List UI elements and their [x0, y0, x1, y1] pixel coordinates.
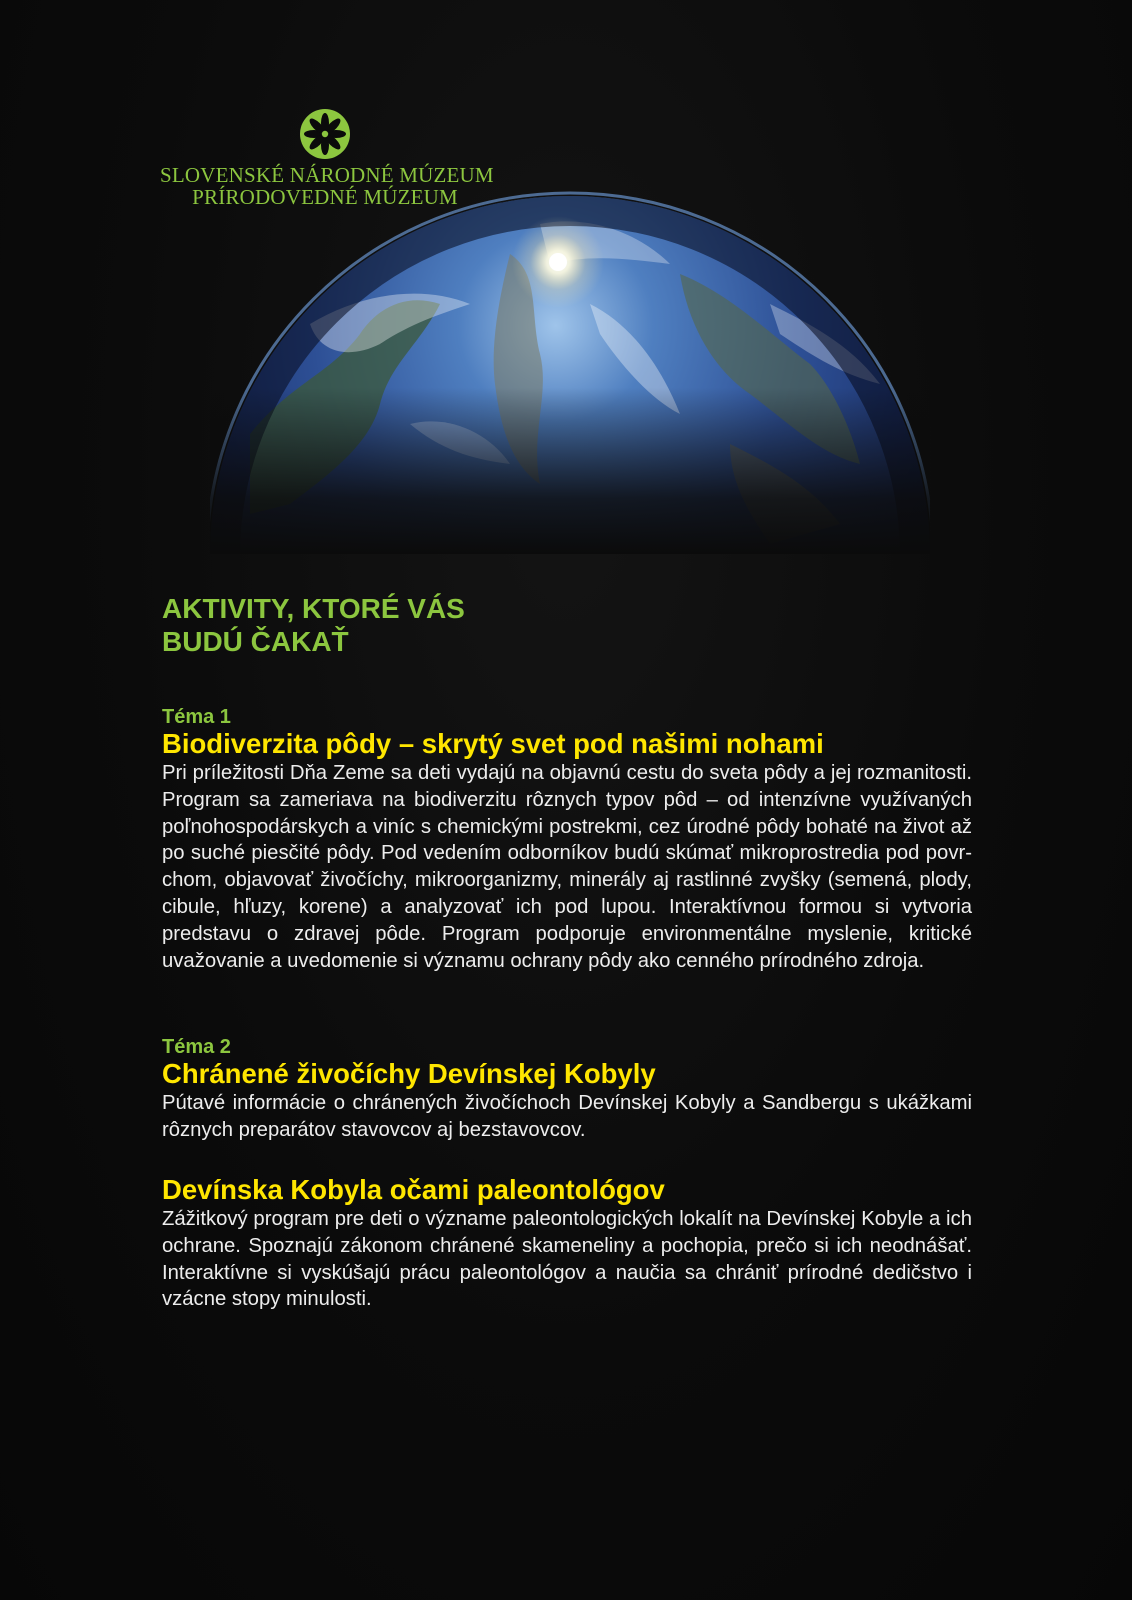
- museum-logo: [160, 108, 494, 209]
- topic-2-body: Pútavé informácie o chránených živočíchoch Devínskej Kobyly a Sandbergu s ukážkami rôznych preparátov stavovcov aj bezstavovcov.: [162, 1092, 972, 1142]
- topic-1-label: Téma 1: [162, 706, 231, 728]
- main-heading: AKTIVITY, KTORÉ VÁS BUDÚ ČAKAŤ: [162, 593, 465, 657]
- topic-2: [162, 1036, 972, 1144]
- logo-line-museum: SLOVENSKÉ NÁRODNÉ MÚZEUM: [160, 163, 494, 187]
- topic-2-title: Chránené živočíchy Devínskej Kobyly: [162, 1058, 656, 1090]
- topic-2b-title: Devínska Kobyla očami paleontológov: [162, 1173, 665, 1205]
- topic-2b: [162, 1174, 972, 1313]
- flower-of-life-icon: [299, 108, 351, 160]
- program-content: [162, 592, 972, 1313]
- logo-line-natural-history: PRÍRODOVEDNÉ MÚZEUM: [192, 185, 458, 209]
- earth-from-space-icon: [210, 184, 930, 554]
- topic-1-body: Pri príležitosti Dňa Zeme sa deti vydajú na objavnú cestu do sveta pôdy a jej rozmanitosti. Program sa zameriava na biodiverzitu rôznych typov pôd – od intenzívne využívaných poľnohospodárskych a viníc s chemickými postrekmi, cez úrodné pôdy bohaté na život až po suché piesčité pôdy. Pod vedením odborníkov budú skúmať mikroprostredia pod povrchom, objavovať živočíchy, mikroorganizmy, minerály aj rastlinné zvyšky (semená, plody, cibule, hľuzy, korene) a analyzovať ich pod lupou. Interaktívnou formou si vytvoria predstavu o zdravej pôde. Program podporuje environmentálne myslenie, kritické uvažovanie a uvedomenie si významu ochrany pôdy ako cenného prírodného zdroja.: [162, 762, 972, 972]
- topic-1: [162, 706, 972, 974]
- topic-2b-body: Zážitkový program pre deti o význame paleontologických lokalít na Devínskej Kobyle a ich ochrane. Spoznajú zákonom chránené skameneliny a pochopia, prečo si ich neodnášať. Interaktívne si vyskúšajú prácu paleontológov a naučia sa chrániť prírodné dedičstvo i vzácne stopy minulosti.: [162, 1207, 972, 1311]
- topic-2-label: Téma 2: [162, 1036, 231, 1059]
- topic-1-title: Biodiverzita pôdy – skrytý svet pod našimi nohami: [162, 728, 824, 759]
